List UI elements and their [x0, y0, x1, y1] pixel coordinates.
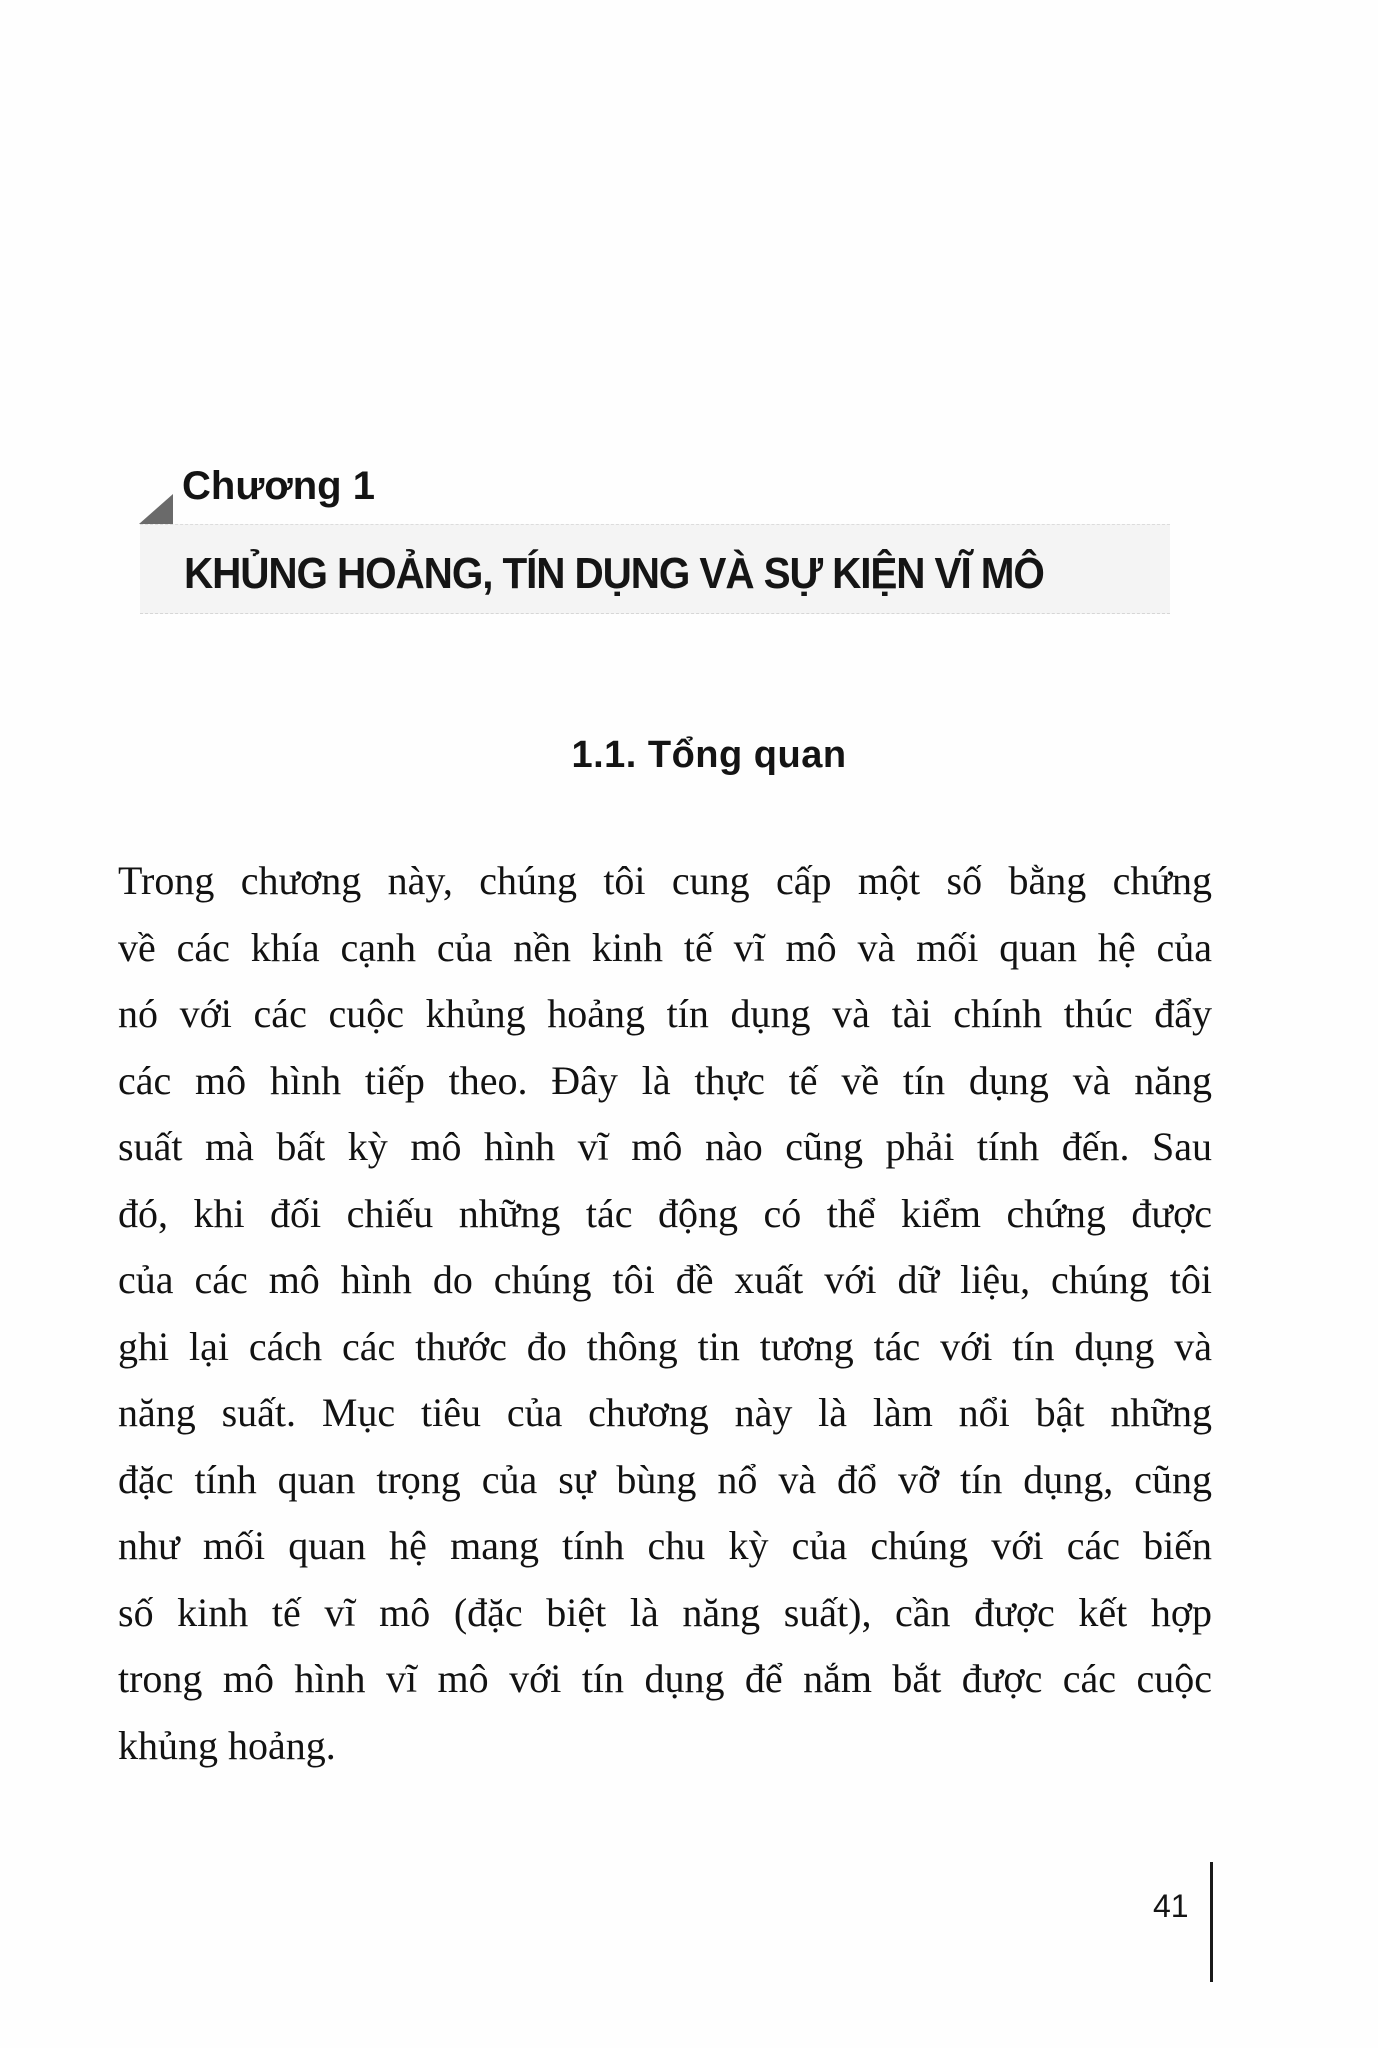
body-line: các mô hình tiếp theo. Đây là thực tế về tín dụng và năng: [118, 1057, 1212, 1103]
body-line: trong mô hình vĩ mô với tín dụng để nắm bắt được các cuộc: [118, 1656, 1212, 1701]
body-line: suất mà bất kỳ mô hình vĩ mô nào cũng phải tính đến. Sau: [118, 1124, 1212, 1169]
page-number-rule: [1210, 1862, 1213, 1982]
body-line: số kinh tế vĩ mô (đặc biệt là năng suất), cần được kết hợp: [118, 1589, 1212, 1635]
body-line: nó với các cuộc khủng hoảng tín dụng và tài chính thúc đẩy: [118, 991, 1212, 1036]
body-line: năng suất. Mục tiêu của chương này là làm nổi bật những: [118, 1390, 1212, 1435]
chapter-label: Chương 1: [182, 464, 375, 508]
body-line: khủng hoảng.: [118, 1722, 336, 1768]
body-paragraph: [118, 848, 1212, 1779]
body-line: như mối quan hệ mang tính chu kỳ của chúng với các biến: [118, 1523, 1212, 1568]
body-line: về các khía cạnh của nền kinh tế vĩ mô và mối quan hệ của: [118, 924, 1212, 970]
page-number: 41: [1153, 1888, 1189, 1924]
chapter-title: KHỦNG HOẢNG, TÍN DỤNG VÀ SỰ KIỆN VĨ MÔ: [184, 549, 1044, 598]
body-line: đó, khi đối chiếu những tác động có thể kiểm chứng được: [118, 1190, 1212, 1236]
chapter-triangle-marker-icon: [139, 494, 173, 524]
body-line: đặc tính quan trọng của sự bùng nổ và đổ vỡ tín dụng, cũng: [118, 1456, 1212, 1502]
section-heading: 1.1. Tổng quan: [571, 734, 847, 776]
body-line: Trong chương này, chúng tôi cung cấp một số bằng chứng: [118, 858, 1212, 903]
body-line: của các mô hình do chúng tôi đề xuất với dữ liệu, chúng tôi: [118, 1257, 1212, 1302]
body-line: ghi lại cách các thước đo thông tin tương tác với tín dụng và: [118, 1323, 1212, 1369]
